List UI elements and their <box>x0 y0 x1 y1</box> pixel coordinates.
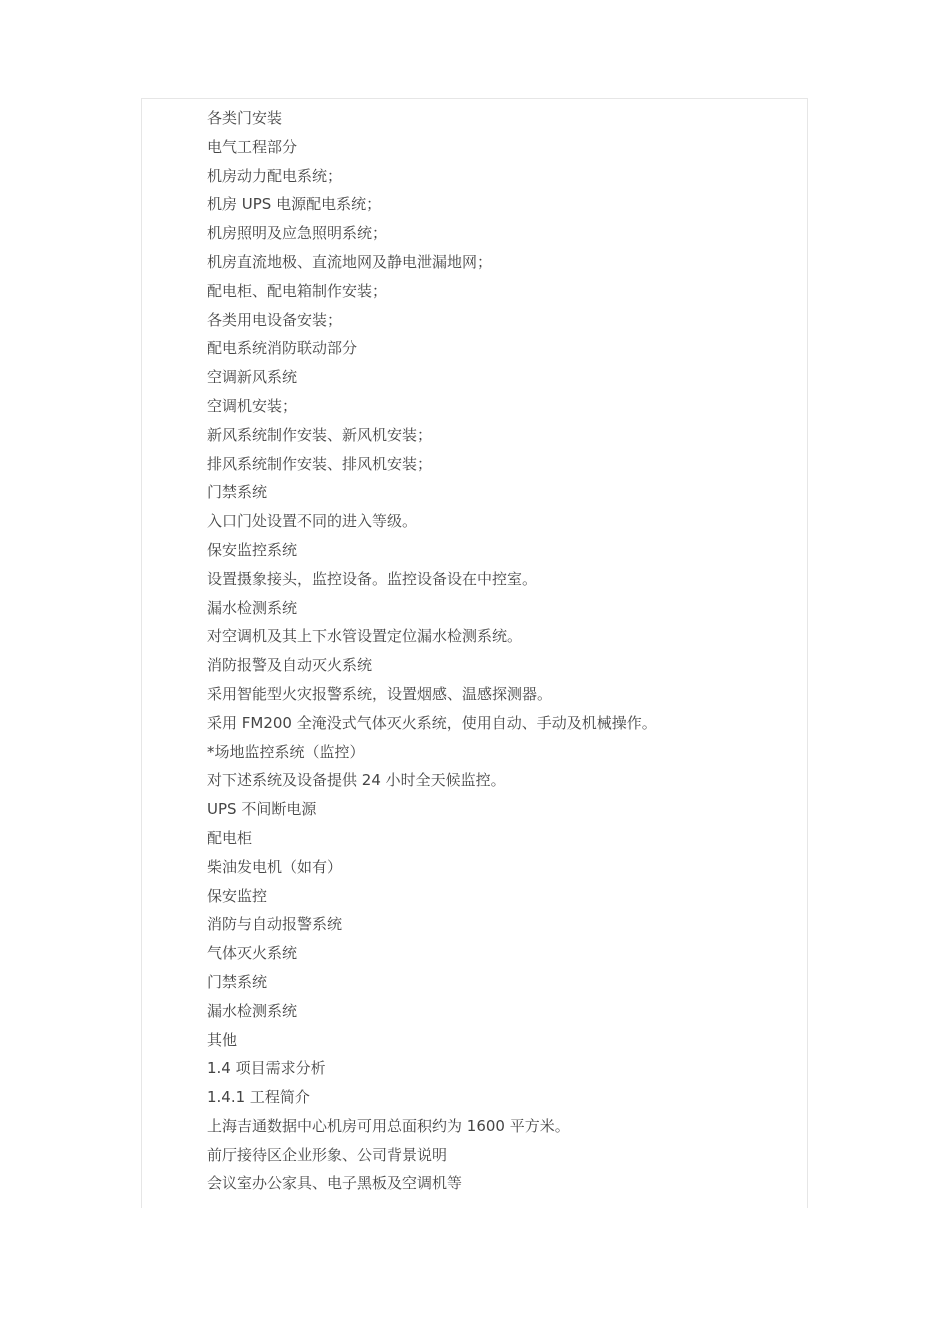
document-body <box>207 104 797 1198</box>
text-line: *场地监控系统（监控） <box>207 742 365 761</box>
text-line: 门禁系统 <box>207 972 268 991</box>
text-line: 空调新风系统 <box>207 368 298 387</box>
text-line: 机房动力配电系统； <box>207 166 343 185</box>
text-line: 门禁系统 <box>207 483 268 502</box>
text-line: 机房 UPS 电源配电系统； <box>207 195 382 214</box>
text-line: 采用 FM200 全淹没式气体灭火系统，使用自动、手动及机械操作。 <box>207 713 657 732</box>
text-line: 保安监控系统 <box>207 540 298 559</box>
text-line: 其他 <box>207 1030 238 1049</box>
text-line: 配电柜 <box>207 828 253 847</box>
text-line: 设置摄象接头，监控设备。监控设备设在中控室。 <box>207 569 538 588</box>
text-line: 配电系统消防联动部分 <box>207 339 358 358</box>
text-line: UPS 不间断电源 <box>207 800 317 819</box>
text-line: 漏水检测系统 <box>207 598 298 617</box>
text-line: 消防报警及自动灭火系统 <box>207 656 373 675</box>
text-line: 配电柜、配电箱制作安装； <box>207 281 388 300</box>
text-line: 各类门安装 <box>207 109 283 127</box>
section-heading: 1.4 项目需求分析 <box>207 1059 326 1078</box>
text-line: 柴油发电机（如有） <box>207 857 343 876</box>
text-line: 入口门处设置不同的进入等级。 <box>207 512 418 531</box>
text-line: 前厅接待区企业形象、公司背景说明 <box>207 1145 448 1164</box>
text-line: 各类用电设备安装； <box>207 310 343 329</box>
text-line: 漏水检测系统 <box>207 1001 298 1020</box>
text-line: 对下述系统及设备提供 24 小时全天候监控。 <box>207 771 506 790</box>
text-line: 对空调机及其上下水管设置定位漏水检测系统。 <box>207 627 523 646</box>
text-line: 新风系统制作安装、新风机安装； <box>207 425 433 444</box>
text-line: 排风系统制作安装、排风机安装； <box>207 454 433 473</box>
text-line: 机房直流地极、直流地网及静电泄漏地网； <box>207 252 493 271</box>
text-line: 保安监控 <box>207 886 268 905</box>
text-line: 电气工程部分 <box>207 137 298 156</box>
text-line: 上海吉通数据中心机房可用总面积约为 1600 平方米。 <box>207 1116 570 1135</box>
text-line: 气体灭火系统 <box>207 944 298 963</box>
text-line: 采用智能型火灾报警系统，设置烟感、温感探测器。 <box>207 684 553 703</box>
text-line: 会议室办公家具、电子黑板及空调机等 <box>207 1174 463 1193</box>
text-line: 机房照明及应急照明系统； <box>207 224 388 243</box>
text-line: 消防与自动报警系统 <box>207 915 343 934</box>
text-line: 空调机安装； <box>207 396 298 415</box>
subsection-heading: 1.4.1 工程简介 <box>207 1088 310 1107</box>
